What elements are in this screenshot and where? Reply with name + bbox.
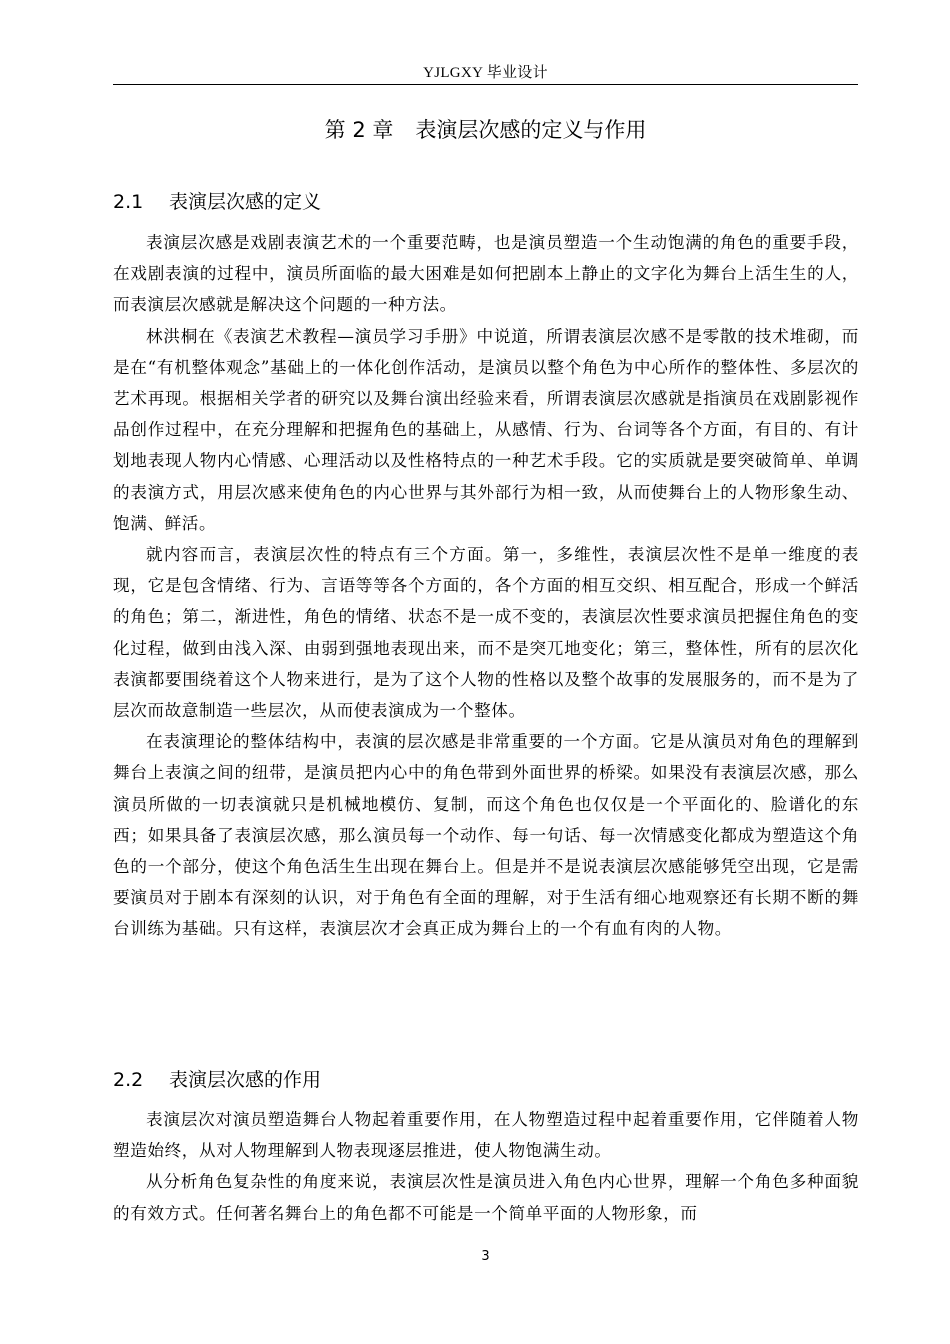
paragraph: 从分析角色复杂性的角度来说，表演层次性是演员进入角色内心世界，理解一个角色多种面貌的有效方式。任何著名舞台上的角色都不可能是一个简单平面的人物形象，而 [113,1172,859,1223]
section-title: 表演层次感的作用 [169,1069,322,1091]
section-number: 2.2 [113,1069,144,1091]
section-body-2-2 [113,1104,859,1229]
paragraph: 在表演理论的整体结构中，表演的层次感是非常重要的一个方面。它是从演员对角色的理解到舞台上表演之间的纽带，是演员把内心中的角色带到外面世界的桥梁。如果没有表演层次感，那么演员所做的一切表演就只是机械地模仿、复制，而这个角色也仅仅是一个平面化的、脸谱化的东西；如果具备了表演层次感，那么演员每一个动作、每一句话、每一次情感变化都成为塑造这个角色的一个部分，使这个角色活生生出现在舞台上。但是并不是说表演层次感能够凭空出现，它是需要演员对于剧本有深刻的认识，对于角色有全面的理解，对于生活有细心地观察还有长期不断的舞台训练为基础。只有这样，表演层次才会真正成为舞台上的一个有血有肉的人物。 [113,732,859,939]
running-header: YJLGXY 毕业设计 [423,65,548,81]
chapter-title [113,113,858,147]
section-body-2-1 [113,227,859,945]
paragraph: 就内容而言，表演层次性的特点有三个方面。第一，多维性，表演层次性不是单一维度的表现，它是包含情绪、行为、言语等等各个方面的，各个方面的相互交织、相互配合，形成一个鲜活的角色；第二，渐进性，角色的情绪、状态不是一成不变的，表演层次性要求演员把握住角色的变化过程，做到由浅入深、由弱到强地表现出来，而不是突兀地变化；第三，整体性，所有的层次化表演都要围绕着这个人物来进行，是为了这个人物的性格以及整个故事的发展服务的，而不是为了层次而故意制造一些层次，从而使表演成为一个整体。 [113,545,859,721]
section-heading-2-2 [113,1065,858,1095]
page-number: 3 [481,1249,490,1264]
section-title: 表演层次感的定义 [169,191,322,213]
chapter-number: 第 2 章 [324,118,394,142]
paragraph: 林洪桐在《表演艺术教程—演员学习手册》中说道，所谓表演层次感不是零散的技术堆砌，而是在“有机整体观念”基础上的一体化创作活动，是演员以整个角色为中心所作的整体性、多层次的艺术再现。根据相关学者的研究以及舞台演出经验来看，所谓表演层次感就是指演员在戏剧影视作品创作过程中，在充分理解和把握角色的基础上，从感情、行为、台词等各个方面，有目的、有计划地表现人物内心情感、心理活动以及性格特点的一种艺术手段。它的实质就是要突破简单、单调的表演方式，用层次感来使角色的内心世界与其外部行为相一致，从而使舞台上的人物形象生动、饱满、鲜活。 [113,326,859,533]
header-rule [113,84,858,85]
paragraph: 表演层次对演员塑造舞台人物起着重要作用，在人物塑造过程中起着重要作用，它伴随着人物塑造始终，从对人物理解到人物表现逐层推进，使人物饱满生动。 [113,1110,859,1161]
section-number: 2.1 [113,191,144,213]
chapter-title-text: 表演层次感的定义与作用 [415,118,647,142]
paragraph: 表演层次感是戏剧表演艺术的一个重要范畴，也是演员塑造一个生动饱满的角色的重要手段，在戏剧表演的过程中，演员所面临的最大困难是如何把剧本上静止的文字化为舞台上活生生的人，而表演层次感就是解决这个问题的一种方法。 [113,233,859,315]
section-heading-2-1 [113,187,858,217]
